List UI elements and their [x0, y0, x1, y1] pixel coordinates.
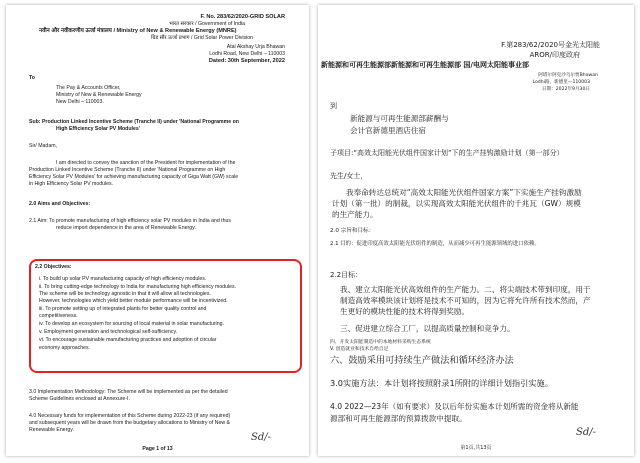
methodology-line: 3.0实施方法：本计划将按照附录1所附的详细计划指引实施。 [330, 378, 553, 388]
recipient-line-3: New Delhi – 110003. [56, 99, 104, 105]
objective-line: However, technologies which yield better module performance will be incentivized. [39, 298, 228, 304]
salutation: Sir/ Madam, [29, 143, 57, 149]
objective-heading-6: 六、鼓励采用可持续生产做法和循环经济办法 [330, 355, 514, 366]
recipient-line-2: Ministry of New & Renewable Energy [56, 92, 142, 98]
objective-line: i. To build up solar PV manufacturing capacity of high efficiency modules. [39, 276, 207, 282]
subject-line-2: High Efficiency Solar PV Modules' [56, 126, 140, 132]
file-number: F. No. 283/62/2020-GRID SOLAR [200, 14, 285, 20]
address-line-1: 阿塔尔阿克沙乌尔贾Bhawan [538, 73, 598, 78]
objective-line: v. Employment generation and technological self-sufficiency. [39, 329, 178, 335]
section-2-heading: 2.0 Aims and Objectives: [29, 201, 91, 207]
objective-line: 三、促进建立综合工厂，以提高质量控制和竞争力。 [340, 324, 515, 333]
objective-line: vi. To encourage sustainable manufacturing practices and adoption of circular [39, 337, 217, 343]
to-label: To [29, 75, 35, 81]
signature: Sd/- [251, 432, 271, 443]
para1-line: 的生产能力。 [332, 210, 378, 219]
para1-line: 我奉命转达总统对“高效太阳能光伏组件国家方案”下实施生产挂钩激励 [346, 188, 582, 197]
page-number: Page 1 of 13 [142, 446, 173, 452]
para1-line-2: Production Linked Incentive Scheme (Tranche II) under 'National Programme on High [29, 167, 226, 173]
funds-line-1: 4.0 Necessary funds for implementation of this Scheme during 2022-23 (if any required) [29, 413, 231, 419]
objective-line: iv. To develop an ecosystem for sourcing of local material in solar manufacturing. [39, 321, 224, 327]
aim-line-1: 2.1 Aim: To promote manufacturing of high efficiency solar PV modules in India and thus [29, 218, 231, 224]
salutation: 先生/女士， [330, 172, 368, 180]
ministry-line: नवीन और नवीकरणीय ऊर्जा मंत्रालय / Ministry of New & Renewable Energy (MNRE) [39, 28, 237, 34]
methodology-line-2: Scheme Guidelines enclosed at Annexure-I. [29, 396, 130, 402]
address-line-2: Lodhi路，新德里—110003 [532, 80, 590, 85]
subject-line: 子项目:“高效太阳能光伏组件国家计划”下的生产挂钩激励计划（第一部分） [330, 149, 564, 157]
objective-line: ii. To bring cutting-edge technology to India for manufacturing high efficiency modules. [39, 284, 237, 290]
para1-line-4: in High Efficiency Solar PV modules. [29, 181, 114, 187]
methodology-line-1: 3.0 Implementation Methodology: The Scheme will be implemented as per the detailed [29, 389, 228, 395]
objective-line: 制造高效率模块该计划将是技术不可知的，因为它将允许所有技术然而，产 [340, 296, 591, 305]
para1-line: 计划（第一批）的制裁，以实现高效太阳能光伏组件的千兆瓦（GW）规模 [332, 199, 581, 208]
objective-line: 生更好的模块性能的技术将得到奖励。 [340, 307, 470, 316]
funds-line-3: Renewable Energy. [29, 427, 74, 433]
objective-line: competitiveness. [39, 313, 78, 319]
english-document-page [6, 5, 309, 456]
objective-line: The scheme will be technology agnostic in that it will allow all technologies. [39, 291, 211, 297]
recipient-line-2: 会计官新德里酒店住宿 [350, 126, 426, 135]
division-line: ग्रिड सौर ऊर्जा प्रभाग / Grid Solar Power Division [151, 35, 253, 41]
chinese-translation-page [318, 5, 634, 456]
address-line-2: Lodhi Road, New Delhi – 110003 [209, 51, 285, 57]
objective-line: 我、建立太阳能光伏高效组件的生产能力。二、将尖端技术带到印度，用于 [340, 285, 591, 294]
para1-line-3: Efficiency Solar PV Modules' for achieving manufacturing capacity of Giga Watt (GW) scale [29, 174, 239, 180]
file-number: F.第283/62/2020号金光太阳能 [501, 41, 600, 49]
government-line: AROR/印度政府 [529, 51, 580, 59]
funds-line-1: 4.0 2022—23年（如有要求）及以后年份实施本计划所需的资金将从新能 [330, 402, 579, 411]
para1-line-1: I am directed to convey the sanction of the President for implementation of the [56, 160, 236, 166]
government-line: भारत सरकार / Government of India [169, 21, 245, 27]
recipient-line-1: The Pay & Accounts Officer, [56, 85, 121, 91]
date-line: 日期：2022年9月30日 [541, 87, 590, 92]
objectives-heading: 2.2 Objectives: [35, 264, 72, 270]
subject-line-1: Sub: Production Linked Incentive Scheme (Tranche II) under 'National Programme on [29, 119, 239, 125]
ministry-line: 新能源和可再生能源部新能源和可再生能源部 国/电网太阳能事业部 [321, 61, 529, 69]
recipient-line-1: 新能源与可再生能源部薪酬与 [350, 114, 449, 123]
signature: Sd/- [576, 427, 596, 438]
page-number: 第1页,共13页 [460, 445, 492, 451]
funds-line-2: 源部和可再生能源部的预算拨款中提取。 [330, 414, 467, 423]
address-line-1: Atal Akshay Urja Bhawan [226, 44, 285, 50]
objectives-heading: 2.2目标： [330, 271, 363, 279]
objective-small-line: V. 创造就业和技术自给自足 [330, 347, 389, 352]
objective-line: iii. To promote setting up of integrated plants for better quality control and [39, 306, 207, 312]
aim-line-2: reduce import dependence in the area of Renewable Energy. [56, 225, 196, 231]
dated-line: Dated: 30th September, 2022 [208, 58, 285, 64]
to-label: 到 [330, 102, 337, 110]
objective-line: economy approaches. [39, 345, 91, 351]
objective-small-line: 四、开发太阳能制造中的本地材料采购生态系统 [330, 340, 431, 345]
aim-line: 2.1 目的：促进印度高效太阳能光伏组件的制造，从而减少可再生能源领域的进口依赖。 [330, 241, 540, 247]
section-2-heading: 2.0 宗旨和目标： [330, 228, 375, 234]
funds-line-2: and subsequent years will be drawn from the budgetary allocations to Ministry of New & [29, 420, 230, 426]
